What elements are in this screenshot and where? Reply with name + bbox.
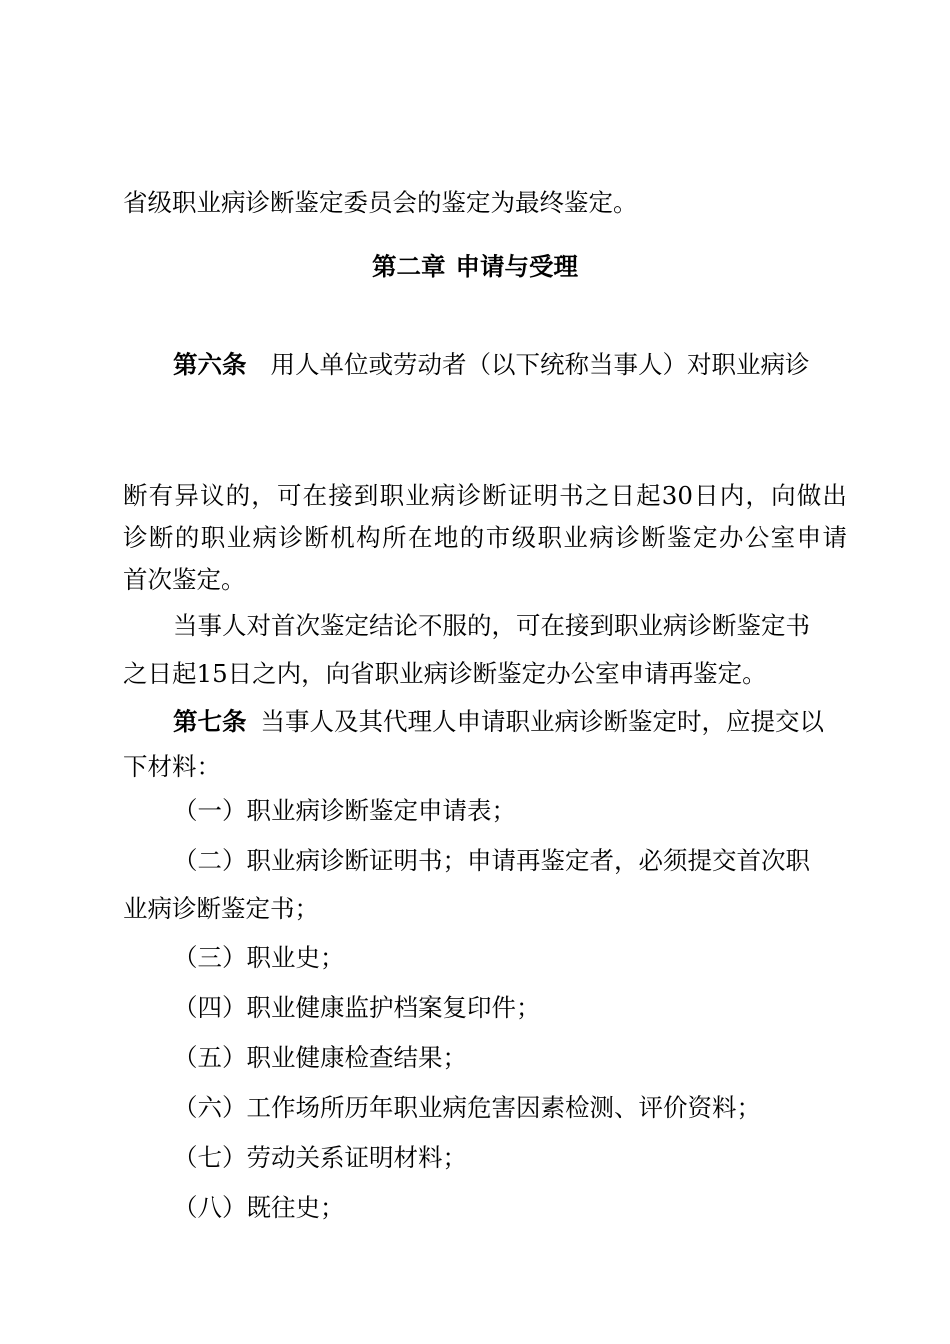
list-item: （八）既往史； [173, 1193, 345, 1222]
list-item: （三）职业史； [173, 943, 345, 972]
list-item-continuation: 业病诊断鉴定书； [123, 894, 319, 923]
article-7-text: 当事人及其代理人申请职业病诊断鉴定时，应提交以 [260, 707, 824, 736]
article-6-text: 用人单位或劳动者（以下统称当事人）对职业病诊 [270, 350, 810, 379]
list-item: （四）职业健康监护档案复印件； [173, 993, 541, 1022]
paragraph-line: 首次鉴定。 [123, 565, 246, 594]
paragraph-line: 断 有 异 议 的 ， 可 在 接 到 职 业 病 诊 断 证 明 书 之 日 起 30 日 内 ， 向 做 出 [123, 481, 847, 510]
paragraph-line: 诊 断 的 职 业 病 诊 断 机 构 所 在 地 的 市 级 职 业 病 诊 断 鉴 定 办 公 室 申 请 [123, 523, 847, 552]
list-item: （五）职业健康检查结果； [173, 1043, 467, 1072]
paragraph-line: 省级职业病诊断鉴定委员会的鉴定为最终鉴定。 [123, 188, 638, 217]
article-6-first-line [173, 349, 847, 381]
list-item: （六）工作场所历年职业病危害因素检测、评价资料； [173, 1093, 761, 1122]
article-7-first-line [173, 706, 847, 738]
chapter-number: 第二章 [372, 252, 446, 281]
article-7-label: 第七条 [173, 707, 247, 736]
paragraph-line: 当事人对首次鉴定结论不服的，可在接到职业病诊断鉴定书 [173, 611, 810, 640]
list-item: （七）劳动关系证明材料； [173, 1143, 467, 1172]
chapter-heading [0, 251, 950, 283]
paragraph-line: 下材料： [123, 752, 221, 781]
list-item: （一）职业病诊断鉴定申请表； [173, 796, 516, 825]
list-item: （二）职业病诊断证明书；申请再鉴定者，必须提交首次职 [173, 846, 810, 875]
article-6-label: 第六条 [173, 350, 247, 379]
chapter-title: 申请与受理 [455, 252, 578, 281]
paragraph-line: 之日起15日之内，向省职业病诊断鉴定办公室申请再鉴定。 [123, 659, 767, 688]
